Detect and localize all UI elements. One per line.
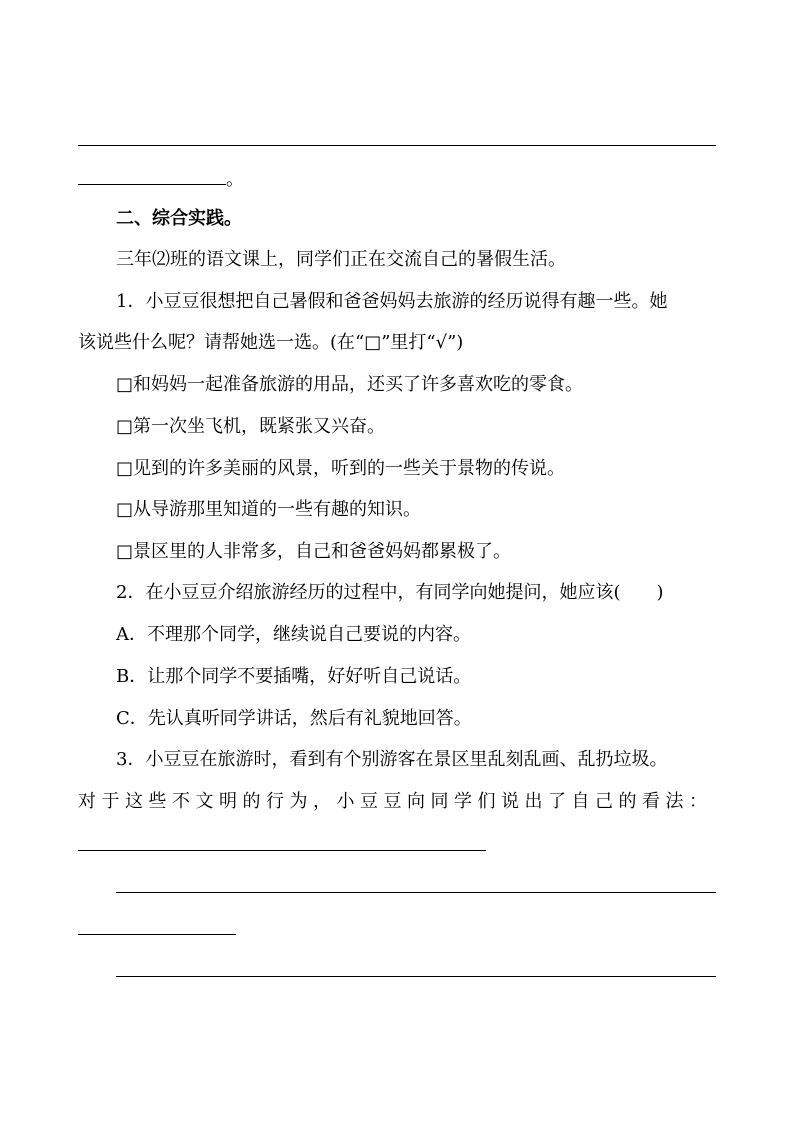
end-period: 。: [226, 169, 244, 190]
answer-line-6[interactable]: [116, 976, 716, 977]
q1-option-4[interactable]: □从导游那里知道的一些有趣的知识。: [116, 499, 422, 520]
q1-line1: 1．小豆豆很想把自己暑假和爸爸妈妈去旅游的经历说得有趣一些。她: [116, 291, 668, 312]
intro-text: 三年⑵班的语文课上，同学们正在交流自己的暑假生活。: [116, 249, 566, 270]
q1-option-3[interactable]: □见到的许多美丽的风景，听到的一些关于景物的传说。: [116, 458, 566, 479]
q1-option-1[interactable]: □和妈妈一起准备旅游的用品，还买了许多喜欢吃的零食。: [116, 374, 584, 395]
answer-line-5[interactable]: [78, 934, 236, 935]
q2-option-b[interactable]: B．让那个同学不要插嘴，好好听自己说话。: [116, 666, 472, 687]
q2-option-a[interactable]: A．不理那个同学，继续说自己要说的内容。: [116, 624, 471, 645]
q1-option-5[interactable]: □景区里的人非常多，自己和爸爸妈妈都累极了。: [116, 541, 512, 562]
answer-line-2: [78, 184, 226, 185]
answer-line-3[interactable]: [78, 850, 486, 851]
q3-line2: 对于这些不文明的行为，小豆豆向同学们说出了自己的看法：: [78, 791, 713, 812]
q2-stem: 2．在小豆豆介绍旅游经历的过程中，有同学向她提问，她应该( ): [116, 582, 664, 603]
answer-line-1: [78, 145, 716, 146]
section-title: 二、综合实践。: [116, 208, 242, 229]
q3-line1: 3．小豆豆在旅游时，看到有个别游客在景区里乱刻乱画、乱扔垃圾。: [116, 749, 668, 770]
q2-option-c[interactable]: C．先认真听同学讲话，然后有礼貌地回答。: [116, 708, 472, 729]
q1-option-2[interactable]: □第一次坐飞机，既紧张又兴奋。: [116, 416, 386, 437]
q1-line2: 该说些什么呢？请帮她选一选。(在“□”里打“√”): [78, 332, 464, 353]
answer-line-4[interactable]: [116, 892, 716, 893]
